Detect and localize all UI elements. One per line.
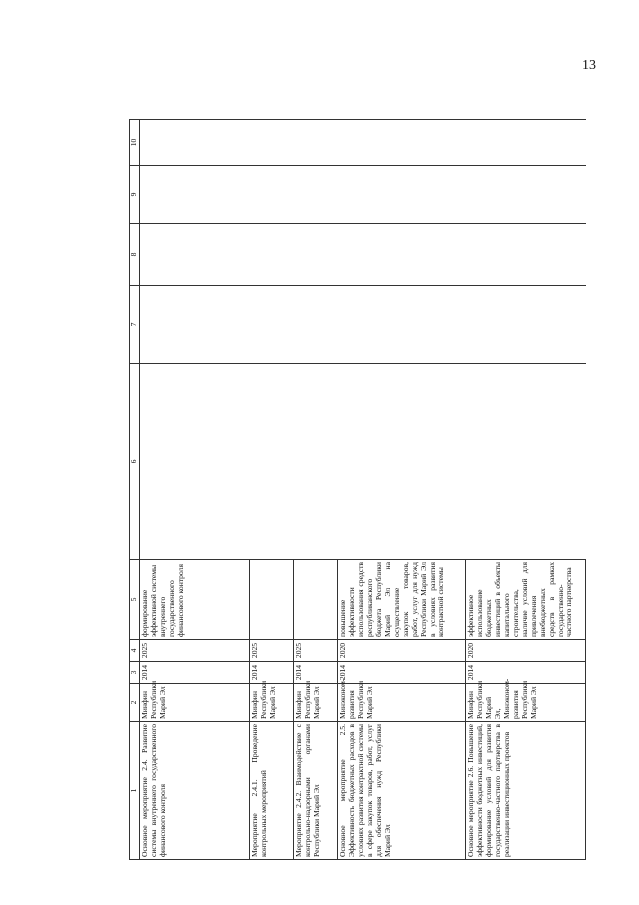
- table-row: [294, 120, 338, 860]
- end-year: 2025: [140, 640, 250, 662]
- column-number: 2: [130, 684, 140, 722]
- empty-cell: [338, 364, 466, 560]
- empty-cell: [294, 364, 338, 560]
- empty-cell: [250, 364, 294, 560]
- empty-cell: [466, 364, 586, 560]
- expected-result: эффективное использование бюджетных инвестиций в объекты капитального строительства, наличие условий для привлечения внебюджетных средств в рамках государственно-частного партнерства: [466, 560, 586, 640]
- empty-cell: [338, 286, 466, 364]
- table-row: [466, 120, 586, 860]
- expected-result: [250, 560, 294, 640]
- column-number: 4: [130, 640, 140, 662]
- measure-name: Основное мероприятие 2.4. Развитие системы внутреннего государственного финансового контроля: [140, 722, 250, 860]
- start-year: 2014: [338, 662, 466, 684]
- column-number: 8: [130, 224, 140, 286]
- empty-cell: [250, 166, 294, 224]
- empty-cell: [466, 286, 586, 364]
- executor: Минфин Республики Марий Эл, Минэконом-развития Республики Марий Эл: [466, 684, 586, 722]
- empty-cell: [294, 120, 338, 166]
- measure-name: Мероприятие 2.4.2. Взаимодействие с контрольно-надзорными органами Республики Марий Эл: [294, 722, 338, 860]
- end-year: 2020: [466, 640, 586, 662]
- measure-name: Основное мероприятие 2.5. Эффективность бюджетных расходов в условиях развития контрактной системы в сфере закупок товаров, работ, услуг для обеспечения нужд Республики Марий Эл: [338, 722, 466, 860]
- empty-cell: [250, 224, 294, 286]
- empty-cell: [140, 286, 250, 364]
- empty-cell: [140, 364, 250, 560]
- end-year: 2025: [294, 640, 338, 662]
- executor: Минфин Республики Марий Эл: [140, 684, 250, 722]
- empty-cell: [294, 166, 338, 224]
- page-number: 13: [582, 58, 596, 73]
- table-row: [140, 120, 250, 860]
- start-year: 2014: [294, 662, 338, 684]
- start-year: 2014: [250, 662, 294, 684]
- rotated-table-container: [129, 120, 629, 860]
- column-number: 3: [130, 662, 140, 684]
- empty-cell: [140, 120, 250, 166]
- table-row: [250, 120, 294, 860]
- expected-result: формирование эффективной системы внутреннего государственного финансового контроля: [140, 560, 250, 640]
- empty-cell: [466, 120, 586, 166]
- column-number: 9: [130, 166, 140, 224]
- end-year: 2020: [338, 640, 466, 662]
- executor: Минфин Республики Марий Эл: [294, 684, 338, 722]
- expected-result: повышение эффективности использования средств республиканского бюджета Республики Марий Эл на осуществление закупок товаров, работ, услуг для нужд Республики Марий Эл в условиях развития контрактной системы: [338, 560, 466, 640]
- empty-cell: [140, 166, 250, 224]
- start-year: 2014: [466, 662, 586, 684]
- empty-cell: [250, 286, 294, 364]
- empty-cell: [294, 286, 338, 364]
- executor: Минэконом-развития Республики Марий Эл: [338, 684, 466, 722]
- executor: Минфин Республики Марий Эл: [250, 684, 294, 722]
- measures-table: [129, 119, 586, 860]
- column-number: 5: [130, 560, 140, 640]
- table-row: [338, 120, 466, 860]
- empty-cell: [466, 166, 586, 224]
- column-number: 1: [130, 722, 140, 860]
- empty-cell: [140, 224, 250, 286]
- expected-result: [294, 560, 338, 640]
- measure-name: Основное мероприятие 2.6. Повышение эффективности бюджетных инвестиций, формирование условий для развития государственно-частного партнерства в реализации инвестиционных проектов: [466, 722, 586, 860]
- empty-cell: [466, 224, 586, 286]
- empty-cell: [338, 120, 466, 166]
- empty-cell: [250, 120, 294, 166]
- column-number: 7: [130, 286, 140, 364]
- measure-name: Мероприятие 2.4.1. Проведение контрольных мероприятий: [250, 722, 294, 860]
- empty-cell: [294, 224, 338, 286]
- column-number-row: [130, 120, 140, 860]
- column-number: 10: [130, 120, 140, 166]
- start-year: 2014: [140, 662, 250, 684]
- empty-cell: [338, 166, 466, 224]
- column-number: 6: [130, 364, 140, 560]
- empty-cell: [338, 224, 466, 286]
- end-year: 2025: [250, 640, 294, 662]
